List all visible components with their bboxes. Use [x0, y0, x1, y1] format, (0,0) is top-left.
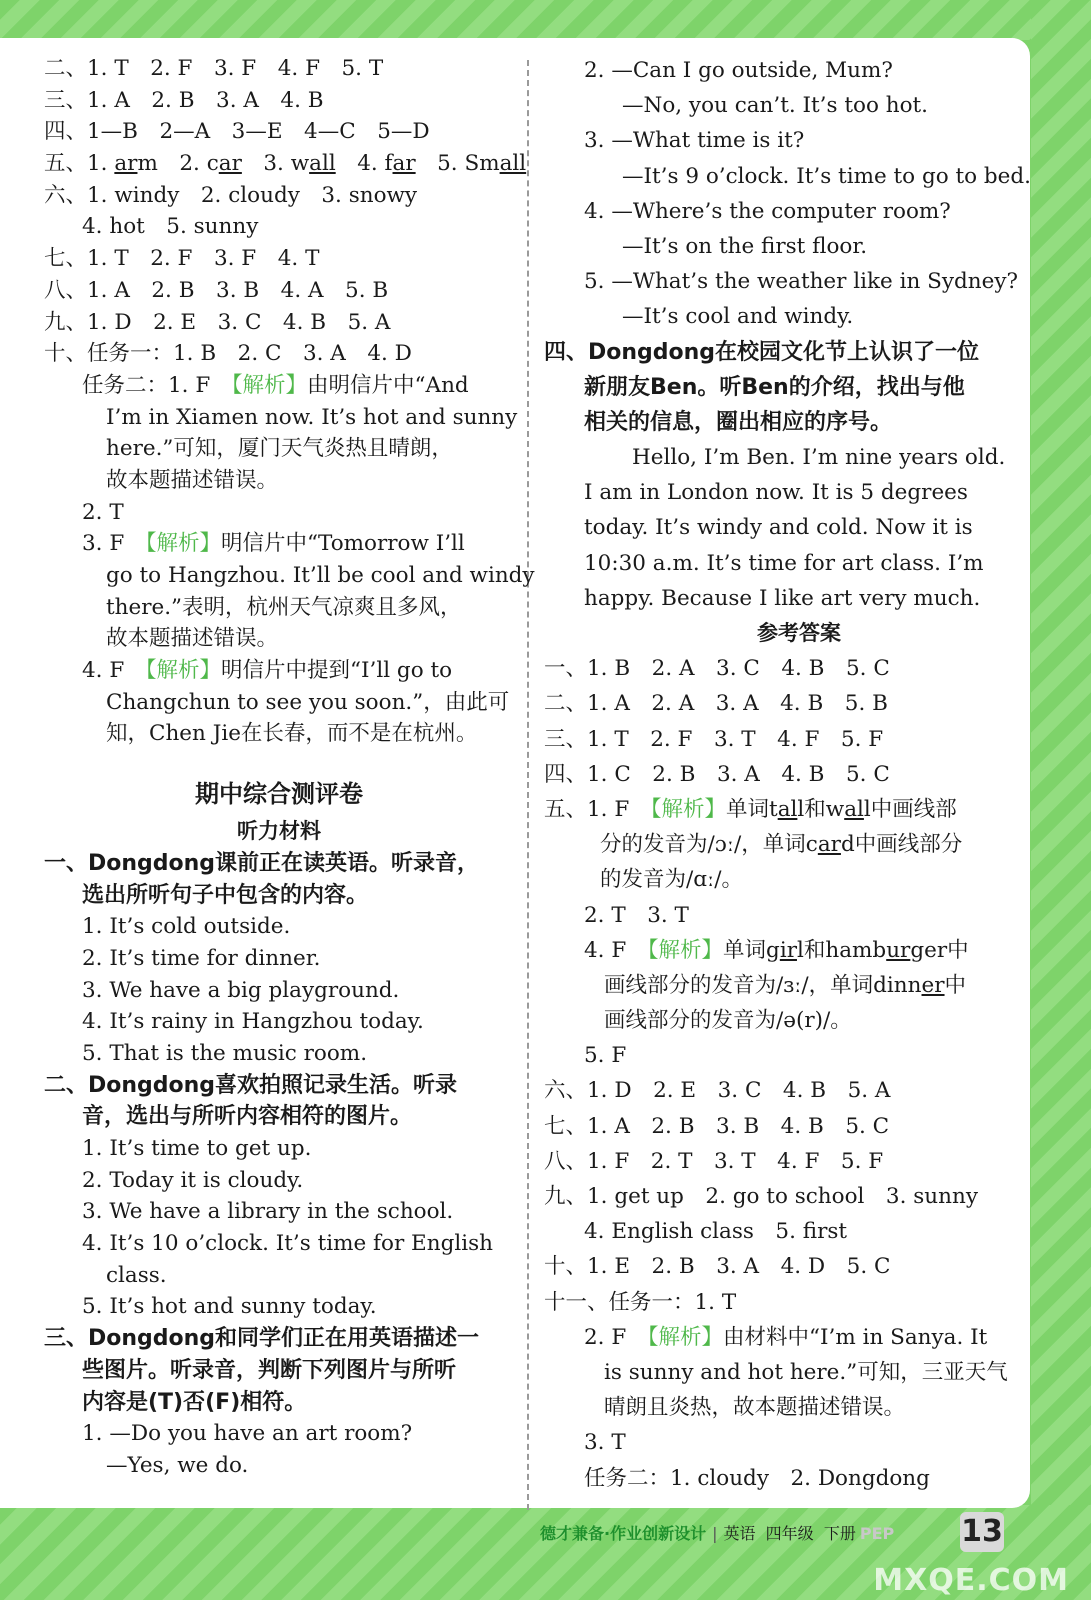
task-line: 故本题描述错误。 — [106, 626, 279, 652]
section-heading: 相关的信息，圈出相应的序号。 — [584, 409, 893, 435]
answer-line: 八、1. A 2. B 3. B 4. A 5. B — [44, 277, 389, 303]
page-number: 13 — [960, 1512, 1004, 1552]
answer-line: 任务二：1. cloudy 2. Dongdong — [584, 1465, 930, 1491]
answer-line: 九、1. get up 2. go to school 3. sunny — [544, 1184, 978, 1209]
dialog-line: 3. —What time is it? — [584, 128, 805, 154]
analysis-tag: 【解析】 — [145, 531, 222, 557]
task-line: go to Hangzhou. It’ll be cool and windy — [106, 563, 535, 588]
answer-line: 九、1. D 2. E 3. C 4. B 5. A — [44, 309, 391, 335]
answer-line: 七、1. T 2. F 3. F 4. T — [44, 246, 320, 272]
listening-item: 1. —Do you have an art room? — [82, 1421, 413, 1447]
listening-item: 4. It’s 10 o’clock. It’s time for English — [82, 1231, 493, 1257]
dialog-line: 4. —Where’s the computer room? — [584, 198, 951, 224]
task-line: 任务二：1. F 【解析】由明信片中“And — [82, 372, 469, 398]
answer-line: 七、1. A 2. B 3. B 4. B 5. C — [544, 1113, 890, 1139]
listening-item: 2. Today it is cloudy. — [82, 1167, 304, 1193]
task-line: 4. F 【解析】明信片中提到“I’ll go to — [82, 658, 453, 684]
footer-subject: 英语 — [723, 1524, 756, 1543]
listening-item: 4. It’s rainy in Hangzhou today. — [82, 1009, 424, 1035]
task-line: 知，Chen Jie在长春，而不是在杭州。 — [106, 721, 478, 747]
listening-item: 5. It’s hot and sunny today. — [82, 1294, 377, 1320]
passage-line: happy. Because I like art very much. — [584, 585, 981, 611]
section-heading: 三、Dongdong和同学们正在用英语描述一 — [44, 1326, 480, 1352]
answer-line: 2. F 【解析】由材料中“I’m in Sanya. It — [584, 1324, 988, 1350]
section-heading: 内容是(T)否(F)相符。 — [82, 1389, 307, 1415]
section-heading: 选出所听句子中包含的内容。 — [82, 882, 369, 908]
answer-line: 十、任务一：1. B 2. C 3. A 4. D — [44, 341, 412, 367]
section-heading: 音，选出与所听内容相符的图片。 — [82, 1104, 413, 1130]
left-column — [44, 53, 535, 1482]
answer-line: 一、1. B 2. A 3. C 4. B 5. C — [544, 656, 890, 682]
analysis-tag: 【解析】 — [647, 1324, 724, 1350]
answer-line: 二、1. T 2. F 3. F 4. F 5. T — [44, 56, 384, 81]
answer-line: 十一、任务一：1. T — [544, 1289, 737, 1315]
dialog-line: 5. —What’s the weather like in Sydney? — [584, 269, 1019, 295]
footer-grade: 四年级 — [765, 1524, 814, 1543]
answer-line: 画线部分的发音为/ə(r)/。 — [604, 1008, 852, 1034]
answer-line: 5. F — [584, 1043, 627, 1069]
analysis-tag: 【解析】 — [647, 937, 724, 963]
listening-item: —Yes, we do. — [106, 1452, 249, 1478]
listening-item: 3. We have a big playground. — [82, 977, 400, 1003]
task-line: I’m in Xiamen now. It’s hot and sunny — [106, 404, 518, 430]
listening-item: 3. We have a library in the school. — [82, 1199, 454, 1225]
dialog-line: —It’s 9 o’clock. It’s time to go to bed. — [622, 163, 1031, 189]
footer-brand: 德才兼备·作业创新设计 — [540, 1524, 707, 1543]
listening-title: 听力材料 — [237, 819, 321, 844]
right-column — [544, 53, 1031, 1496]
answer-line: 四、1—B 2—A 3—E 4—C 5—D — [44, 119, 430, 145]
column-divider — [527, 60, 529, 1510]
answer-line: 三、1. T 2. F 3. T 4. F 5. F — [544, 726, 884, 752]
answer-line: 画线部分的发音为/ɜː/，单词dinner中 — [604, 972, 967, 998]
answer-line: 分的发音为/ɔː/，单词card中画线部分 — [600, 832, 963, 858]
section-heading: 四、Dongdong在校园文化节上认识了一位 — [544, 339, 980, 365]
listening-item: 5. That is the music room. — [82, 1040, 368, 1066]
task-line: 3. F 【解析】明信片中“Tomorrow I’ll — [82, 531, 465, 557]
passage-line: I am in London now. It is 5 degrees — [584, 480, 968, 506]
listening-item: 1. It’s time to get up. — [82, 1136, 312, 1161]
task-line: 故本题描述错误。 — [106, 467, 279, 493]
section-heading: 一、Dongdong课前正在读英语。听录音， — [44, 850, 480, 876]
listening-item: 2. It’s time for dinner. — [82, 945, 321, 971]
exam-title: 期中综合测评卷 — [195, 780, 363, 809]
analysis-tag: 【解析】 — [145, 658, 222, 684]
dialog-line: 2. —Can I go outside, Mum? — [584, 58, 893, 83]
task-line: Changchun to see you soon.”，由此可 — [106, 689, 510, 715]
answer-line: 六、1. windy 2. cloudy 3. snowy — [44, 182, 418, 208]
analysis-tag: 【解析】 — [231, 372, 308, 398]
footer: 德才兼备·作业创新设计 | 英语 四年级 下册 PEP — [540, 1524, 895, 1543]
answer-line: 晴朗且炎热，故本题描述错误。 — [604, 1395, 906, 1421]
answer-line: 3. T — [584, 1430, 626, 1456]
section-heading: 些图片。听录音，判断下列图片与所听 — [82, 1357, 457, 1383]
task-line: here.”可知，厦门天气炎热且晴朗， — [106, 436, 453, 462]
passage-line: Hello, I’m Ben. I’m nine years old. — [632, 445, 1006, 471]
answer-line: is sunny and hot here.”可知，三亚天气 — [604, 1359, 1008, 1385]
analysis-tag: 【解析】 — [650, 796, 727, 822]
answer-line: 八、1. F 2. T 3. T 4. F 5. F — [544, 1148, 884, 1174]
green-frame-right — [1031, 0, 1091, 1600]
answer-title: 参考答案 — [757, 621, 841, 645]
answer-line: 4. English class 5. first — [584, 1219, 848, 1245]
green-frame-top — [0, 0, 1091, 40]
passage-line: 10:30 a.m. It’s time for art class. I’m — [584, 550, 984, 576]
answer-line: 十、1. E 2. B 3. A 4. D 5. C — [544, 1254, 891, 1280]
answer-line: 二、1. A 2. A 3. A 4. B 5. B — [544, 691, 888, 717]
answer-line: 六、1. D 2. E 3. C 4. B 5. A — [544, 1078, 891, 1104]
task-line: there.”表明，杭州天气凉爽且多风， — [106, 594, 462, 620]
answer-line: 五、1. F 【解析】单词tall和wall中画线部 — [544, 796, 957, 822]
answer-line: 4. hot 5. sunny — [82, 214, 259, 240]
dialog-line: —It’s on the first floor. — [622, 233, 868, 259]
task-line: 2. T — [82, 499, 124, 525]
answer-line: 三、1. A 2. B 3. A 4. B — [44, 87, 324, 113]
footer-term: 下册 — [823, 1524, 856, 1543]
answer-line: 四、1. C 2. B 3. A 4. B 5. C — [544, 761, 890, 787]
watermark: MXQE.COM — [873, 1563, 1069, 1598]
answer-line-underlined: 五、1. arm 2. car 3. wall 4. far 5. Small — [44, 151, 527, 177]
answer-line: 2. T 3. T — [584, 902, 689, 928]
dialog-line: —No, you can’t. It’s too hot. — [622, 93, 929, 119]
answer-line: 的发音为/ɑː/。 — [600, 867, 743, 893]
footer-edition: PEP — [859, 1524, 895, 1543]
listening-item: 1. It’s cold outside. — [82, 914, 291, 940]
passage-line: today. It’s windy and cold. Now it is — [584, 515, 973, 541]
dialog-line: —It’s cool and windy. — [622, 304, 854, 330]
section-heading: 二、Dongdong喜欢拍照记录生活。听录 — [44, 1072, 458, 1098]
answer-line: 4. F 【解析】单词girl和hamburger中 — [584, 937, 969, 963]
section-heading: 新朋友Ben。听Ben的介绍，找出与他 — [584, 374, 965, 400]
listening-item: class. — [106, 1262, 167, 1288]
